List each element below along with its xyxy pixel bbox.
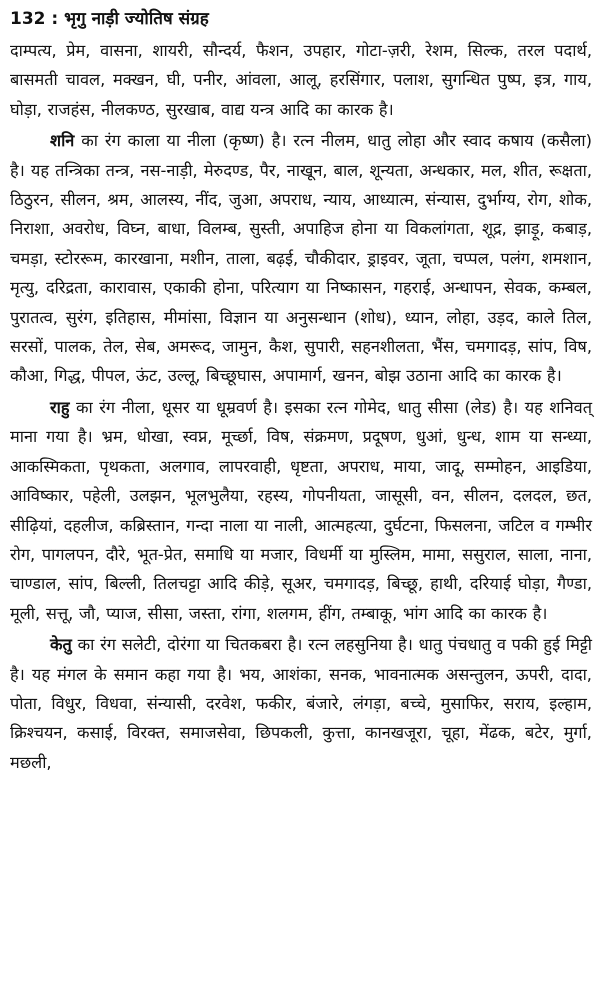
page-number: 132 [10,9,46,29]
running-header [10,8,592,30]
planet-term-shani: शनि [50,131,75,151]
book-page [10,8,592,777]
paragraph-text: का रंग काला या नीला (कृष्ण) है। रत्न नीलम, धातु लोहा और स्वाद कषाय (कसैला) है। यह तन्त्रिका तन्त्र, नस-नाड़ी, मेरुदण्ड, पैर, नाखून, बाल, शून्यता, अन्धकार, मल, शीत, रूक्षता, ठिठुरन, सीलन, श्रम, आलस्य, नींद, जुआ, अपराध, न्याय, आध्यात्म, संन्यास, दुर्भाग्य, रोग, शोक, निराशा, अवरोध, विघ्न, बाधा, विलम्ब, सुस्ती, अपाहिज होना या विकलांगता, शूद्र, झाड़ू, कबाड़, चमड़ा, स्टोररूम, कारखाना, मशीन, ताला, बढ़ई, चौकीदार, ड्राइवर, जूता, चप्पल, पलंग, शमशान, मृत्यु, दरिद्रता, कारावास, एकाकी होना, परित्याग या निष्कासन, गहराई, अन्धापन, सेवक, कम्बल, पुरातत्व, सुरंग, इतिहास, मीमांसा, विज्ञान या अनुसन्धान (शोध), ध्यान, लोहा, उड़द, काले तिल, सरसों, पालक, तेल, सेब, अमरूद, जामुन, कैश, सुपारी, सहनशीलता, भैंस, चमगादड़, सांप, विष, कौआ, गिद्ध, पीपल, ऊंट, उल्लू, बिच्छूघास, अपामार्ग, खनन, बोझ उठाना आदि का कारक है। [10,131,592,386]
paragraph-text: का रंग सलेटी, दोरंगा या चितकबरा है। रत्न लहसुनिया है। धातु पंचधातु व पकी हुई मिट्टी है। यह मंगल के समान कहा गया है। भय, आशंका, सनक, भावनात्मक असन्तुलन, ऊपरी, दादा, पोता, विधुर, विधवा, संन्यासी, दरवेश, फकीर, बंजारे, लंगड़ा, बच्चे, मुसाफिर, सराय, इल्हाम, क्रिश्चयन, कसाई, विरक्त, समाजसेवा, छिपकली, कुत्ता, कानखजूरा, चूहा, मेंढक, बटेर, मुर्गा, मछली, [10,635,592,772]
planet-term-ketu: केतु [50,635,72,655]
book-title: भृगु नाड़ी ज्योतिष संग्रह [64,9,209,29]
paragraph-venus-continued [10,36,592,124]
paragraph-shani [10,126,592,391]
paragraph-rahu [10,393,592,628]
paragraph-ketu [10,630,592,777]
paragraph-text: का रंग नीला, धूसर या धूम्रवर्ण है। इसका रत्न गोमेद, धातु सीसा (लेड) है। यह शनिवत् माना गया है। भ्रम, धोखा, स्वप्न, मूर्च्छा, विष, संक्रमण, प्रदूषण, धुआं, धुन्ध, शाम या सन्ध्या, आकस्मिकता, पृथकता, अलगाव, लापरवाही, धृष्टता, अपराध, माया, जादू, सम्मोहन, आइडिया, आविष्कार, पहेली, उलझन, भूलभुलैया, रहस्य, गोपनीयता, जासूसी, वन, सीलन, दलदल, छत, सीढ़ियां, दहलीज, कब्रिस्तान, गन्दा नाला या नाली, आत्महत्या, दुर्घटना, फिसलना, जटिल व गम्भीर रोग, पागलपन, दौरे, भूत-प्रेत, समाधि या मजार, विधर्मी या मुस्लिम, मामा, ससुराल, साला, नाना, चाण्डाल, सांप, बिल्ली, तिलचट्टा आदि कीड़े, सूअर, चमगादड़, बिच्छू, हाथी, दरियाई घोड़ा, गैण्डा, मूली, सत्तू, जौ, प्याज, सीसा, जस्ता, रांगा, शलगम, हींग, तम्बाकू, भांग आदि का कारक है। [10,397,592,623]
planet-term-rahu: राहु [50,397,70,417]
header-separator: : [45,9,65,29]
paragraph-text: दाम्पत्य, प्रेम, वासना, शायरी, सौन्दर्य, फैशन, उपहार, गोटा-ज़री, रेशम, सिल्क, तरल पदार्थ, बासमती चावल, मक्खन, घी, पनीर, आंवला, आलू, हरसिंगार, पलाश, सुगन्धित पुष्प, इत्र, गाय, घोड़ा, राजहंस, नीलकण्ठ, सुरखाब, वाद्य यन्त्र आदि का कारक है। [10,41,592,119]
